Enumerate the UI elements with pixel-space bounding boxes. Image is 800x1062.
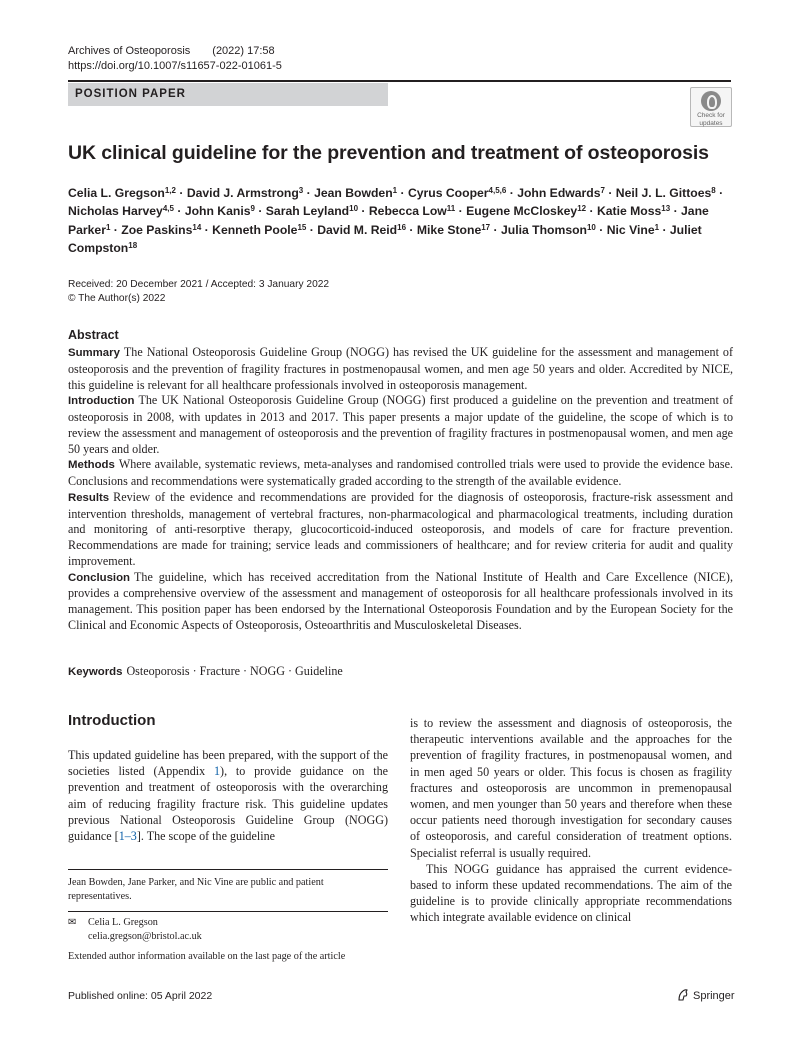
article-type-band bbox=[68, 83, 388, 106]
springer-horse-icon bbox=[676, 988, 690, 1002]
author-affiliation: 7 bbox=[600, 186, 605, 195]
abstract-heading: Abstract bbox=[68, 328, 119, 342]
abstract-label: Results bbox=[68, 491, 110, 504]
abstract-text: The UK National Osteoporosis Guideline Group (NOGG) first produced a guideline on the prevention and treatment of osteoporosis in 2008, with updates in 2013 and 2017. This paper presents a major update of the guideline, the scope of which is to review the assessment and management of osteoporosis and the prevention of fragility fractures in postmenopausal women, and men age 50 years and older. bbox=[68, 393, 733, 456]
author-name[interactable]: Sarah Leyland$^{10}$ bbox=[265, 204, 359, 219]
author-name[interactable]: David M. Reid$^{16}$ bbox=[317, 222, 407, 237]
author-name[interactable]: Zoe Paskins$^{14}$ bbox=[121, 222, 202, 237]
author-name[interactable]: Julia Thomson$^{10}$ bbox=[500, 222, 596, 237]
author-name[interactable]: Jane Parker$^1$ bbox=[68, 204, 709, 237]
published-online: Published online: 05 April 2022 bbox=[68, 990, 213, 1002]
author-name[interactable]: Eugene McCloskey$^{12}$ bbox=[466, 204, 587, 219]
author-affiliation: 11 bbox=[446, 204, 456, 214]
keywords bbox=[68, 664, 343, 679]
author-affiliation: 10 bbox=[586, 222, 596, 232]
author-name[interactable]: Celia L. Gregson$^{1,2}$ bbox=[68, 186, 176, 200]
abstract-methods bbox=[68, 457, 733, 490]
publisher-logo bbox=[676, 988, 735, 1002]
abstract-label: Introduction bbox=[68, 395, 135, 408]
corresponding-author bbox=[68, 916, 202, 944]
article-type-label: POSITION PAPER bbox=[75, 88, 186, 100]
author-name[interactable]: Nic Vine$^1$ bbox=[606, 222, 660, 237]
author-affiliation: 4,5,6 bbox=[488, 186, 507, 195]
intro-paragraph-continued: is to review the assessment and diagnosis of osteoporosis, the therapeutic interventions available and the approaches for the prevention of fragility fractures, in postmenopausal women, and in men aged 50 years or older. This focus is chosen as fragility fractures and osteoporosis are uncommon in premenopausal women, and men younger than 50 years and therefore when these occur patients need thorough investigation for secondary causes of osteoporosis, and careful consideration of treatment options. Specialist referral is usually required. bbox=[410, 716, 732, 860]
author-name[interactable]: Neil J. L. Gittoes$^8$ bbox=[615, 186, 716, 200]
author-name[interactable]: David J. Armstrong$^3$ bbox=[186, 186, 304, 200]
envelope-icon: ✉ bbox=[68, 917, 77, 928]
author-affiliation: 14 bbox=[192, 222, 202, 232]
author-affiliation: 1 bbox=[105, 222, 111, 232]
author-affiliation: 16 bbox=[397, 222, 407, 232]
author-affiliation: 8 bbox=[711, 186, 716, 195]
author-name[interactable]: John Kanis$^9$ bbox=[184, 204, 255, 219]
footnote-representatives: Jean Bowden, Jane Parker, and Nic Vine are public and patient representatives. bbox=[68, 877, 324, 902]
intro-text: ), to provide guidance on the prevention and treatment of osteoporosis with the overarching aim of reducing fragility fracture risk. This guideline updates previous National Osteoporosis Guideline Group (NOGG) guidance [ bbox=[68, 764, 388, 844]
check-updates-icon bbox=[701, 91, 721, 111]
author-name[interactable]: Katie Moss$^{13}$ bbox=[596, 204, 671, 219]
abstract-summary bbox=[68, 345, 733, 393]
doi-link[interactable]: https://doi.org/10.1007/s11657-022-01061-5 bbox=[68, 60, 282, 72]
reference-link[interactable]: 1–3 bbox=[118, 829, 137, 844]
running-header bbox=[68, 44, 282, 74]
author-name[interactable]: Nicholas Harvey$^{4,5}$ bbox=[68, 204, 174, 219]
intro-paragraph bbox=[68, 747, 388, 844]
footnote-rule bbox=[68, 869, 388, 870]
author-affiliation: 1,2 bbox=[164, 186, 176, 195]
author-list: Celia L. Gregson$^{1,2}$ · David J. Armstrong$^3$ · Jean Bowden$^1$ · Cyrus Cooper$^{4,5,6}$ · John Edwards$^7$ · Neil J. L. Gittoes$^8$ · Nicholas Harvey$^{4,5}$ · John Kanis$^9$ · Sarah Leyland$^{10}$ · Rebecca Low$^{11}$ · Eugene McCloskey$^{12}$ · Katie Moss$^{13}$ · Jane Parker$^1$ · Zoe Paskins$^{14}$ · Kenneth Poole$^{15}$ · David M. Reid$^{16}$ · Mike Stone$^{17}$ · Julia Thomson$^{10}$ · Nic Vine$^1$ · Juliet Compston$^{18}$ bbox=[68, 186, 724, 255]
introduction-heading: Introduction bbox=[68, 712, 156, 729]
check-for-updates-badge[interactable] bbox=[690, 87, 732, 127]
author-affiliation: 1 bbox=[392, 186, 398, 195]
author-name[interactable]: Cyrus Cooper$^{4,5,6}$ bbox=[407, 186, 507, 200]
author-affiliation: 3 bbox=[298, 186, 304, 195]
corresponding-email[interactable]: celia.gregson@bristol.ac.uk bbox=[88, 931, 202, 942]
article-title: UK clinical guideline for the prevention and treatment of osteoporosis bbox=[68, 142, 709, 164]
author-affiliation: 18 bbox=[128, 240, 138, 250]
author-name[interactable]: John Edwards$^7$ bbox=[517, 186, 605, 200]
abstract-text: Review of the evidence and recommendations are provided for the diagnosis of osteoporosis, fracture-risk assessment and intervention thresholds, management of vertebral fractures, non-pharmacological and pharmacological treatments, including duration and monitoring of anti-resorptive therapy, glucocorticoid-induced osteoporosis, and models of care for fracture prevention. Recommendations are made for training; service leads and commissioners of healthcare; and for review criteria for audit and quality improvement. bbox=[68, 489, 733, 568]
author-affiliation: 10 bbox=[349, 204, 359, 214]
abstract-text: Where available, systematic reviews, meta-analyses and randomised controlled trials were used to provide the evidence base. Conclusions and recommendations were systematically graded according to the strength of the available evidence. bbox=[68, 457, 733, 488]
author-name[interactable]: Mike Stone$^{17}$ bbox=[416, 222, 491, 237]
abstract-label: Conclusion bbox=[68, 571, 131, 584]
keywords-label: Keywords bbox=[68, 666, 123, 678]
publisher-name: Springer bbox=[693, 990, 735, 1002]
author-name[interactable]: Kenneth Poole$^{15}$ bbox=[212, 222, 307, 237]
copyright: © The Author(s) 2022 bbox=[68, 293, 166, 304]
abstract-text: The National Osteoporosis Guideline Group (NOGG) has revised the UK guideline for the assessment and management of osteoporosis and the prevention of fragility fractures in postmenopausal women, and men age 50 years and older. Accredited by NICE, this guideline is relevant for all healthcare professionals involved in osteoporosis management. bbox=[68, 345, 733, 392]
header-rule bbox=[68, 80, 731, 82]
journal-name: Archives of Osteoporosis bbox=[68, 45, 191, 57]
abstract-results bbox=[68, 490, 733, 570]
year-issue: (2022) 17:58 bbox=[212, 45, 275, 57]
author-name[interactable]: Juliet Compston$^{18}$ bbox=[68, 222, 702, 255]
body-column-right bbox=[410, 715, 732, 926]
author-affiliation: 1 bbox=[654, 222, 660, 232]
abstract-introduction bbox=[68, 393, 733, 457]
check-updates-line2: updates bbox=[699, 120, 723, 127]
author-affiliation: 13 bbox=[661, 204, 671, 214]
author-name[interactable]: Rebecca Low$^{11}$ bbox=[368, 204, 456, 219]
intro-text: This updated guideline has been prepared, with the support of the societies listed (Appendix bbox=[68, 748, 388, 779]
abstract-body bbox=[68, 345, 733, 634]
extended-author-info: Extended author information available on the last page of the article bbox=[68, 951, 346, 962]
author-affiliation: 4,5 bbox=[162, 204, 174, 214]
author-name[interactable]: Jean Bowden$^1$ bbox=[314, 186, 398, 200]
body-column-left bbox=[68, 747, 388, 844]
abstract-text: The guideline, which has received accreditation from the National Institute of Health and Care Excellence (NICE), provides a comprehensive overview of the assessment and management of osteoporosis for all healthcare professionals involved in its management. This position paper has been endorsed by the International Osteoporosis Foundation and by the European Society for the Clinical and Economic Aspects of Osteoporosis, Osteoarthritis and Musculoskeletal Diseases. bbox=[68, 569, 733, 632]
abstract-label: Summary bbox=[68, 347, 120, 359]
appendix-link[interactable]: 1 bbox=[214, 764, 221, 779]
abstract-conclusion bbox=[68, 570, 733, 634]
intro-text: ]. The scope of the guideline bbox=[136, 829, 275, 844]
abstract-label: Methods bbox=[68, 459, 115, 472]
keywords-text: Osteoporosis · Fracture · NOGG · Guideline bbox=[126, 664, 343, 678]
article-dates bbox=[68, 278, 329, 306]
corresponding-name: Celia L. Gregson bbox=[88, 917, 158, 928]
author-affiliation: 15 bbox=[297, 222, 307, 232]
check-updates-line1: Check for bbox=[697, 112, 725, 119]
intro-paragraph-2: This NOGG guidance has appraised the current evidence-based to inform these updated recommendations. The aim of the guideline is to provide clinically appropriate recommendations which integrate available evidence on clinical bbox=[410, 861, 732, 925]
author-affiliation: 17 bbox=[481, 222, 491, 232]
author-affiliation: 9 bbox=[250, 204, 255, 214]
received-accepted: Received: 20 December 2021 / Accepted: 3 January 2022 bbox=[68, 279, 330, 290]
footnote-rule-2 bbox=[68, 911, 388, 912]
author-affiliation: 12 bbox=[577, 204, 587, 214]
